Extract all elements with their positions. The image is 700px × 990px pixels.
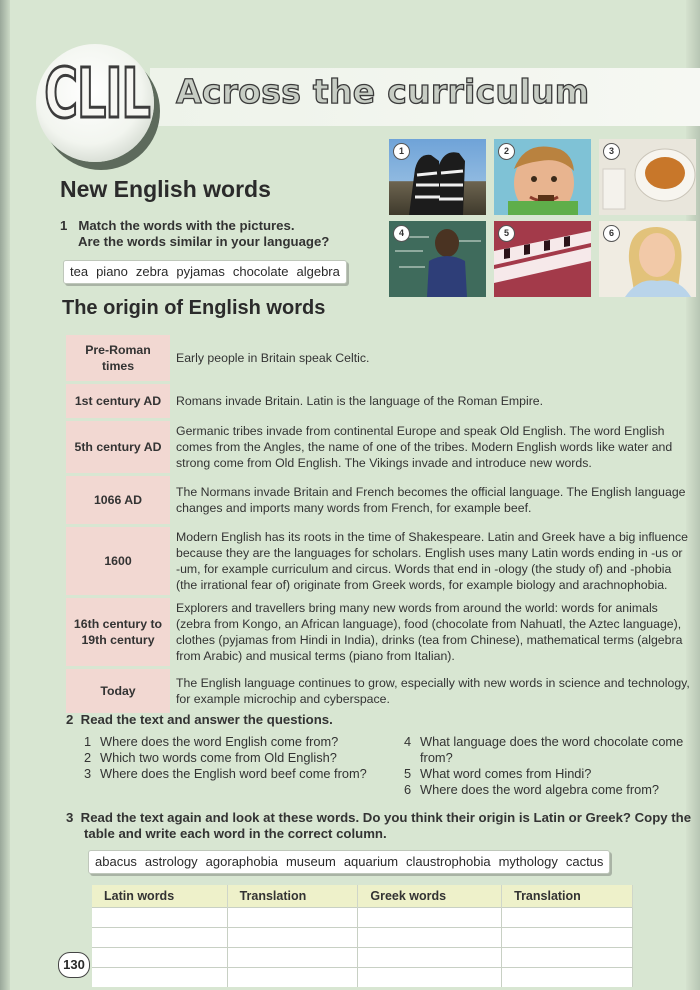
- photo-number: 5: [498, 225, 515, 242]
- page-number: 130: [58, 952, 90, 978]
- question-item: 5 What word comes from Hindi?: [404, 766, 592, 781]
- word-item: pyjamas: [176, 264, 225, 279]
- photo-tea: [599, 139, 696, 215]
- photo-algebra-blackboard: [389, 221, 486, 297]
- word-item: chocolate: [232, 264, 289, 279]
- photo-piano: [494, 221, 591, 297]
- photo-boy-chocolate: [494, 139, 591, 215]
- question-list-right: [404, 734, 694, 798]
- table-row: [66, 527, 696, 595]
- word-item: mythology: [498, 854, 558, 869]
- word-item: abacus: [95, 854, 137, 869]
- page-binding-edge: [0, 0, 10, 990]
- photo-number: 3: [603, 143, 620, 160]
- exercise-1-instruction: 1 Match the words with the pictures. Are the words similar in your language?: [60, 218, 330, 249]
- exercise-3-instruction: 3 Read the text again and look at these words. Do you think their origin is Latin or Greek? Copy the table and write each word in the correct column.: [66, 810, 692, 841]
- photo-number: 1: [393, 143, 410, 160]
- origin-timeline-table: [66, 332, 696, 716]
- description-cell: Modern English has its roots in the time of Shakespeare. Latin and Greek have a big influence because they are the languages for scholars. English uses many Latin words ending in -us or -um, for example curriculum and circus. Words that end in -ology (the study of) and -phobia (the irrational fear of) originate from Greek words, for example biology and arachnophobia.: [176, 530, 688, 592]
- word-item: piano: [96, 264, 128, 279]
- question-item: 3 Where does the English word beef come from?: [84, 766, 367, 781]
- table-row: [92, 968, 633, 988]
- word-item: museum: [285, 854, 336, 869]
- photo-number: 6: [603, 225, 620, 242]
- section-heading-new-words: New English words: [60, 176, 271, 202]
- table-row: [92, 948, 633, 968]
- word-item: zebra: [135, 264, 169, 279]
- table-row: [92, 908, 633, 928]
- question-item: 4 What language does the word chocolate come from?: [404, 734, 684, 765]
- column-header-translation: Translation: [227, 885, 358, 908]
- era-cell: 1st century AD: [66, 384, 170, 418]
- era-cell: Today: [66, 669, 170, 713]
- latin-greek-table: [92, 885, 633, 987]
- column-header-translation: Translation: [502, 885, 633, 908]
- description-cell: Early people in Britain speak Celtic.: [176, 351, 370, 365]
- word-item: cactus: [565, 854, 604, 869]
- column-header-latin-words: Latin words: [92, 885, 227, 908]
- table-row: [66, 335, 696, 381]
- era-cell: 1600: [66, 527, 170, 595]
- photo-girl-pyjamas: [599, 221, 696, 297]
- word-item: claustrophobia: [406, 854, 491, 869]
- description-cell: Germanic tribes invade from continental Europe and speak Old English. The word English comes from the Angles, the name of one of the tribes. Modern English words like water and strong come from Old English. The Vikings invade and introduce new words.: [176, 424, 673, 470]
- section-heading-origin: The origin of English words: [62, 297, 326, 319]
- clil-badge-text: CLIL: [44, 52, 150, 134]
- photo-zebras: [389, 139, 486, 215]
- description-cell: The English language continues to grow, especially with new words in science and technology, for example microchip and cyberspace.: [176, 676, 690, 706]
- table-row: [66, 384, 696, 418]
- era-cell: Pre-Roman times: [66, 335, 170, 381]
- question-item: 1 Where does the word English come from?: [84, 734, 339, 749]
- table-row: [66, 421, 696, 473]
- word-item: tea: [70, 264, 89, 279]
- table-row: [66, 598, 696, 666]
- table-row: [92, 928, 633, 948]
- word-box-1: [63, 260, 347, 284]
- description-cell: Explorers and travellers bring many new words from around the world: words for animals (zebra from Kongo, an African language), food (chocolate from Nahuatl, the Aztec language), clothes (pyjamas from Hindi in India), drinks (tea from Chinese), mathematical terms (algebra from Arabic) and musical terms (piano from Italian).: [176, 601, 683, 663]
- era-cell: 5th century AD: [66, 421, 170, 473]
- table-row: [66, 669, 696, 713]
- page-title: Across the curriculum: [176, 72, 590, 111]
- word-box-2: [88, 850, 610, 874]
- word-item: aquarium: [343, 854, 399, 869]
- description-cell: The Normans invade Britain and French becomes the official language. The English language changes and imports many words from French, for example beef.: [176, 485, 686, 515]
- table-row: [66, 476, 696, 524]
- question-item: 6 Where does the word algebra come from?: [404, 782, 659, 797]
- question-item: 2 Which two words come from Old English?: [84, 750, 337, 765]
- era-cell: 16th century to 19th century: [66, 598, 170, 666]
- exercise-2-instruction: 2 Read the text and answer the questions.: [66, 712, 333, 727]
- photo-number: 2: [498, 143, 515, 160]
- description-cell: Romans invade Britain. Latin is the language of the Roman Empire.: [176, 394, 544, 408]
- question-list-left: [84, 734, 384, 782]
- column-header-greek-words: Greek words: [358, 885, 502, 908]
- word-item: algebra: [296, 264, 340, 279]
- era-cell: 1066 AD: [66, 476, 170, 524]
- photo-number: 4: [393, 225, 410, 242]
- word-item: agoraphobia: [205, 854, 278, 869]
- word-item: astrology: [144, 854, 198, 869]
